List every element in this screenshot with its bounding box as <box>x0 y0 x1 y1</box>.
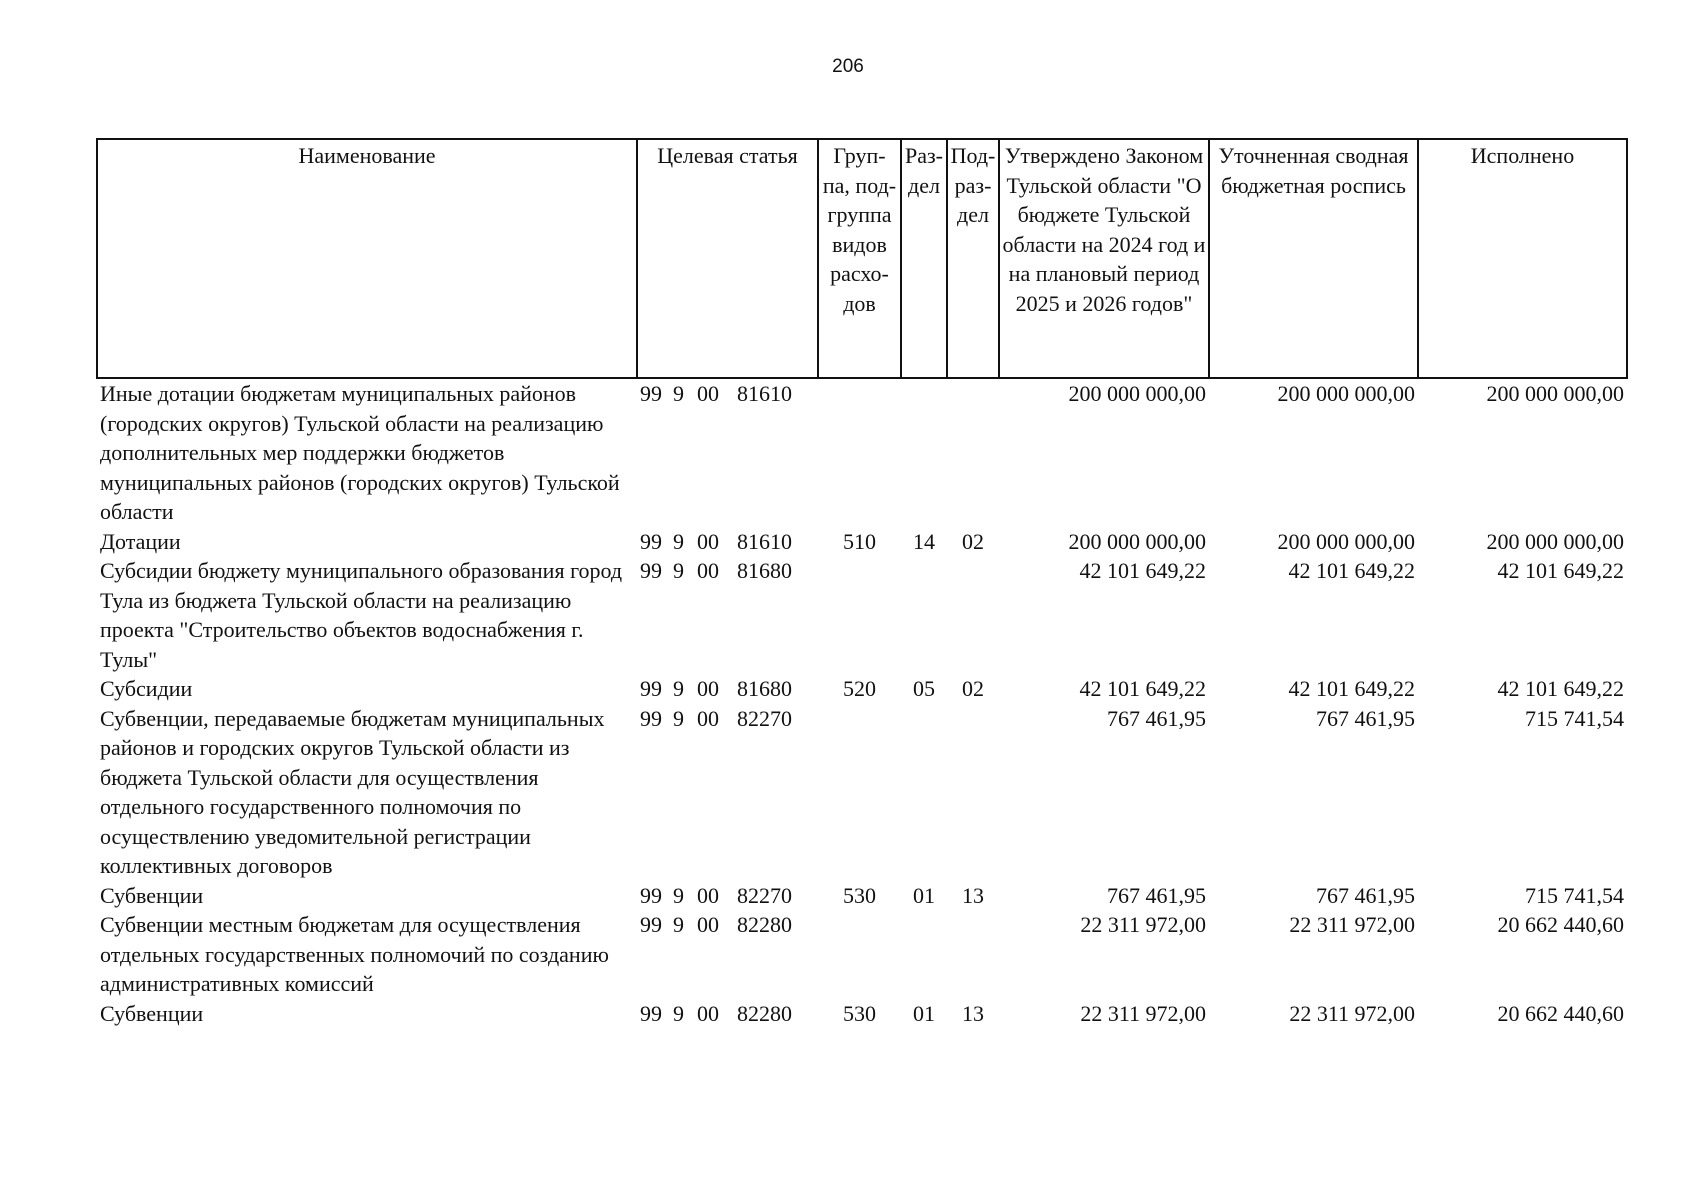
row-target-article <box>637 556 818 674</box>
target-part-2: 9 <box>673 381 684 406</box>
table-row <box>97 378 1627 527</box>
row-target-article <box>637 910 818 999</box>
row-approved: 42 101 649,22 <box>1079 558 1206 583</box>
budget-table-container <box>96 138 1626 1028</box>
row-group <box>818 556 901 674</box>
target-part-4: 81610 <box>737 528 792 554</box>
row-target-article <box>637 881 818 911</box>
target-part-3: 00 <box>697 705 719 731</box>
table-row <box>97 881 1627 911</box>
row-refined: 22 311 972,00 <box>1289 912 1415 937</box>
row-approved: 767 461,95 <box>1107 882 1206 908</box>
row-approved: 22 311 972,00 <box>1080 912 1206 937</box>
header-executed: Исполнено <box>1418 139 1627 378</box>
row-executed: 715 741,54 <box>1525 882 1624 908</box>
table-row <box>97 674 1627 704</box>
row-subsection <box>947 704 999 881</box>
table-row <box>97 527 1627 557</box>
row-approved: 200 000 000,00 <box>1068 528 1206 554</box>
target-part-1: 99 <box>640 1000 662 1026</box>
row-approved: 200 000 000,00 <box>1068 381 1206 406</box>
target-part-2: 9 <box>673 1000 684 1026</box>
page-number: 206 <box>832 56 864 77</box>
row-refined: 767 461,95 <box>1316 882 1415 908</box>
row-subsection: 13 <box>962 882 984 908</box>
table-header-row <box>97 139 1627 378</box>
target-part-3: 00 <box>697 882 719 908</box>
row-refined: 42 101 649,22 <box>1288 676 1415 701</box>
row-target-article <box>637 378 818 527</box>
row-group: 530 <box>843 1000 876 1026</box>
row-section: 05 <box>913 676 935 701</box>
header-target-article: Целевая статья <box>637 139 818 378</box>
target-part-1: 99 <box>640 528 662 554</box>
target-part-4: 82280 <box>737 912 792 937</box>
row-section <box>901 910 947 999</box>
target-part-1: 99 <box>640 676 662 701</box>
row-refined: 42 101 649,22 <box>1288 558 1415 583</box>
row-name: Иные дотации бюджетам муниципальных районов (городских округов) Тульской области на реализацию дополнительных мер поддержки бюджетов муниципальных районов (городских округов) Тульской области <box>100 381 620 524</box>
target-part-1: 99 <box>640 912 662 937</box>
target-part-4: 81680 <box>737 558 792 583</box>
table-row <box>97 556 1627 674</box>
row-target-article <box>637 674 818 704</box>
target-part-1: 99 <box>640 381 662 406</box>
row-name: Субвенции, передаваемые бюджетам муниципальных районов и городских округов Тульской области из бюджета Тульской области для осуществления отдельного государственного полномочия по осуществлению уведомительной регистрации коллективных договоров <box>100 705 605 878</box>
row-group: 520 <box>843 676 876 701</box>
target-part-2: 9 <box>673 912 684 937</box>
row-target-article <box>637 999 818 1029</box>
row-section <box>901 556 947 674</box>
row-executed: 42 101 649,22 <box>1497 676 1624 701</box>
target-part-3: 00 <box>697 558 719 583</box>
row-group <box>818 910 901 999</box>
target-part-2: 9 <box>673 528 684 554</box>
row-target-article <box>637 704 818 881</box>
row-name: Субвенции <box>100 882 204 908</box>
row-executed: 20 662 440,60 <box>1497 1000 1624 1026</box>
row-name: Дотации <box>100 528 181 554</box>
row-refined: 200 000 000,00 <box>1277 528 1415 554</box>
target-part-2: 9 <box>673 676 684 701</box>
header-expense-group: Груп-па, под-группа видов расхо-дов <box>818 139 901 378</box>
row-refined: 22 311 972,00 <box>1289 1000 1415 1026</box>
header-approved: Утверждено Законом Тульской области "О бюджете Тульской области на 2024 год и на плановый период 2025 и 2026 годов" <box>999 139 1209 378</box>
row-executed: 20 662 440,60 <box>1497 912 1624 937</box>
header-subsection: Под-раз-дел <box>947 139 999 378</box>
row-section <box>901 378 947 527</box>
target-part-4: 81610 <box>737 381 792 406</box>
row-section: 01 <box>913 1000 935 1026</box>
row-subsection: 02 <box>962 528 984 554</box>
row-approved: 767 461,95 <box>1107 705 1206 731</box>
target-part-3: 00 <box>697 1000 719 1026</box>
row-group: 510 <box>843 528 876 554</box>
row-subsection: 13 <box>962 1000 984 1026</box>
row-subsection <box>947 378 999 527</box>
target-part-3: 00 <box>697 676 719 701</box>
row-executed: 200 000 000,00 <box>1486 381 1624 406</box>
row-section: 01 <box>913 882 935 908</box>
row-executed: 715 741,54 <box>1525 705 1624 731</box>
row-subsection: 02 <box>962 676 984 701</box>
row-name: Субвенции местным бюджетам для осуществления отдельных государственных полномочий по созданию административных комиссий <box>100 912 609 996</box>
target-part-4: 82280 <box>737 1000 792 1026</box>
target-part-2: 9 <box>673 882 684 908</box>
row-section: 14 <box>913 528 935 554</box>
header-section: Раз-дел <box>901 139 947 378</box>
target-part-4: 82270 <box>737 882 792 908</box>
row-group <box>818 704 901 881</box>
target-part-1: 99 <box>640 558 662 583</box>
target-part-4: 81680 <box>737 676 792 701</box>
target-part-3: 00 <box>697 528 719 554</box>
target-part-4: 82270 <box>737 705 792 731</box>
row-refined: 767 461,95 <box>1316 705 1415 731</box>
row-target-article <box>637 527 818 557</box>
row-approved: 22 311 972,00 <box>1080 1000 1206 1026</box>
budget-table <box>96 138 1628 1028</box>
row-approved: 42 101 649,22 <box>1079 676 1206 701</box>
row-name: Субсидии бюджету муниципального образования город Тула из бюджета Тульской области на реализацию проекта "Строительство объектов водоснабжения г. Тулы" <box>100 558 623 672</box>
target-part-1: 99 <box>640 705 662 731</box>
header-refined: Уточненная сводная бюджетная роспись <box>1209 139 1418 378</box>
row-group <box>818 378 901 527</box>
row-executed: 200 000 000,00 <box>1486 528 1624 554</box>
table-row <box>97 910 1627 999</box>
header-name: Наименование <box>97 139 637 378</box>
row-group: 530 <box>843 882 876 908</box>
target-part-1: 99 <box>640 882 662 908</box>
row-subsection <box>947 910 999 999</box>
row-name: Субсидии <box>100 676 193 701</box>
target-part-2: 9 <box>673 558 684 583</box>
table-row <box>97 704 1627 881</box>
row-name: Субвенции <box>100 1000 204 1026</box>
target-part-3: 00 <box>697 912 719 937</box>
table-row <box>97 999 1627 1029</box>
row-subsection <box>947 556 999 674</box>
row-refined: 200 000 000,00 <box>1277 381 1415 406</box>
target-part-3: 00 <box>697 381 719 406</box>
row-section <box>901 704 947 881</box>
row-executed: 42 101 649,22 <box>1497 558 1624 583</box>
target-part-2: 9 <box>673 705 684 731</box>
